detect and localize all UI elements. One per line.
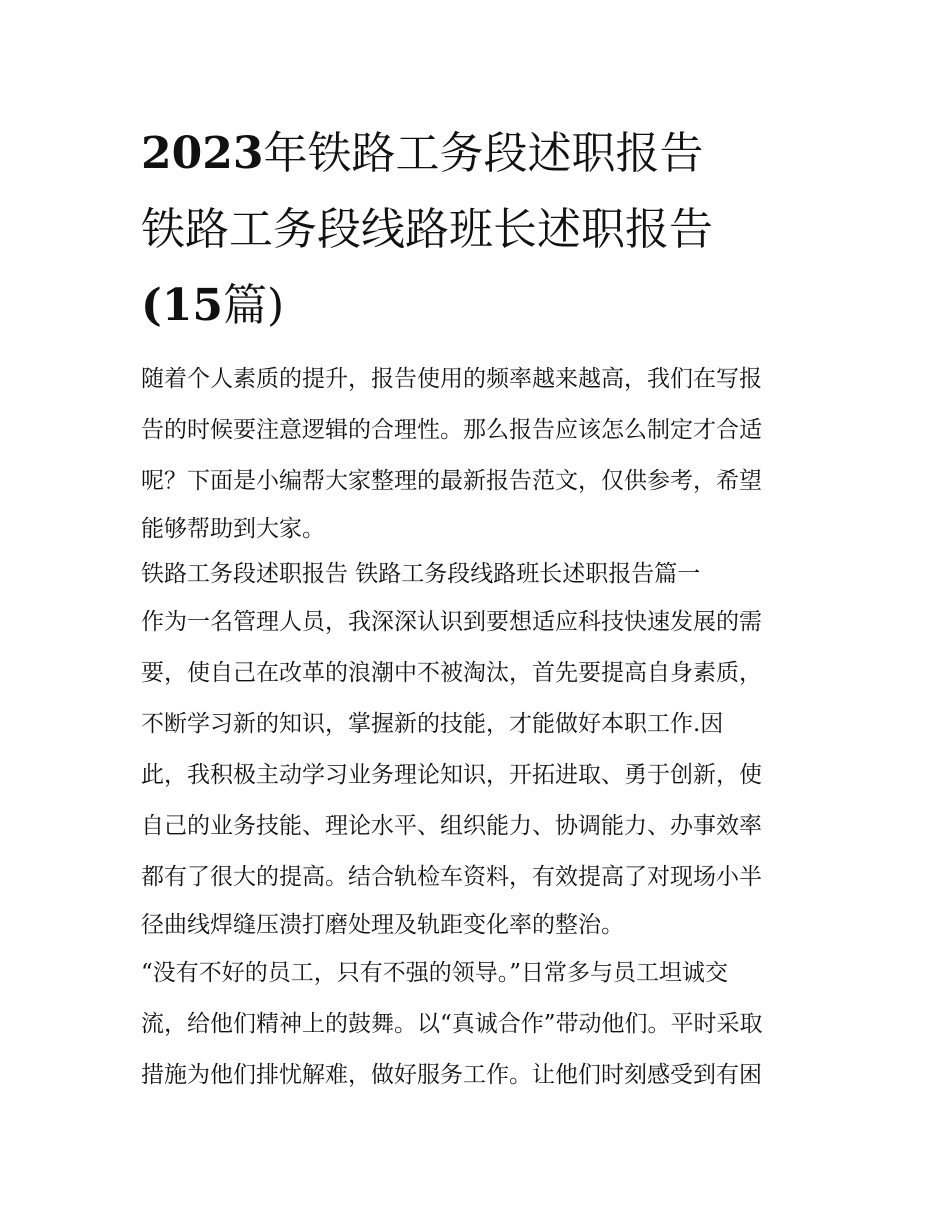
title-line-3-text: 篇) xyxy=(223,280,285,331)
body-line: 随着个人素质的提升，报告使用的频率越来越高，我们在写报 xyxy=(141,366,762,392)
body-line: 此，我积极主动学习业务理论知识，开拓进取、勇于创新，使 xyxy=(141,762,762,788)
title-line-2-text: 铁路工务段线路班长述职报告 xyxy=(141,204,713,255)
title-count: (15 xyxy=(141,280,224,331)
body-line: 要，使自己在改革的浪潮中不被淘汰，首先要提高自身素质， xyxy=(141,660,762,686)
body-line: 不断学习新的知识，掌握新的技能，才能做好本职工作.因 xyxy=(141,711,724,737)
section-heading: 铁路工务段述职报告 铁路工务段线路班长述职报告篇一 xyxy=(141,561,701,587)
title-line-2 xyxy=(141,192,821,268)
body-line: 流，给他们精神上的鼓舞。以“真诚合作”带动他们。平时采取 xyxy=(141,1011,763,1037)
document-body xyxy=(141,354,821,1101)
body-line: 径曲线焊缝压溃打磨处理及轨距变化率的整治。 xyxy=(141,912,624,938)
body-line: 能够帮助到大家。 xyxy=(141,516,325,542)
body-line: 都有了很大的提高。结合轨检车资料，有效提高了对现场小半 xyxy=(141,864,762,890)
title-line-1 xyxy=(141,116,821,192)
body-line: 措施为他们排忧解难，做好服务工作。让他们时刻感受到有困 xyxy=(141,1062,762,1088)
title-year: 2023 xyxy=(141,128,264,179)
title-line-3 xyxy=(141,268,821,344)
body-line: 作为一名管理人员，我深深认识到要想适应科技快速发展的需 xyxy=(141,609,762,635)
title-line-1-text: 年铁路工务段述职报告 xyxy=(263,128,704,179)
body-line: 呢？下面是小编帮大家整理的最新报告范文，仅供参考，希望 xyxy=(141,468,762,494)
body-line: 告的时候要注意逻辑的合理性。那么报告应该怎么制定才合适 xyxy=(141,417,762,443)
document-title xyxy=(141,116,821,344)
body-line: “没有不好的员工，只有不强的领导。”日常多与员工坦诚交 xyxy=(141,960,729,986)
body-line: 自己的业务技能、理论水平、组织能力、协调能力、办事效率 xyxy=(141,813,762,839)
